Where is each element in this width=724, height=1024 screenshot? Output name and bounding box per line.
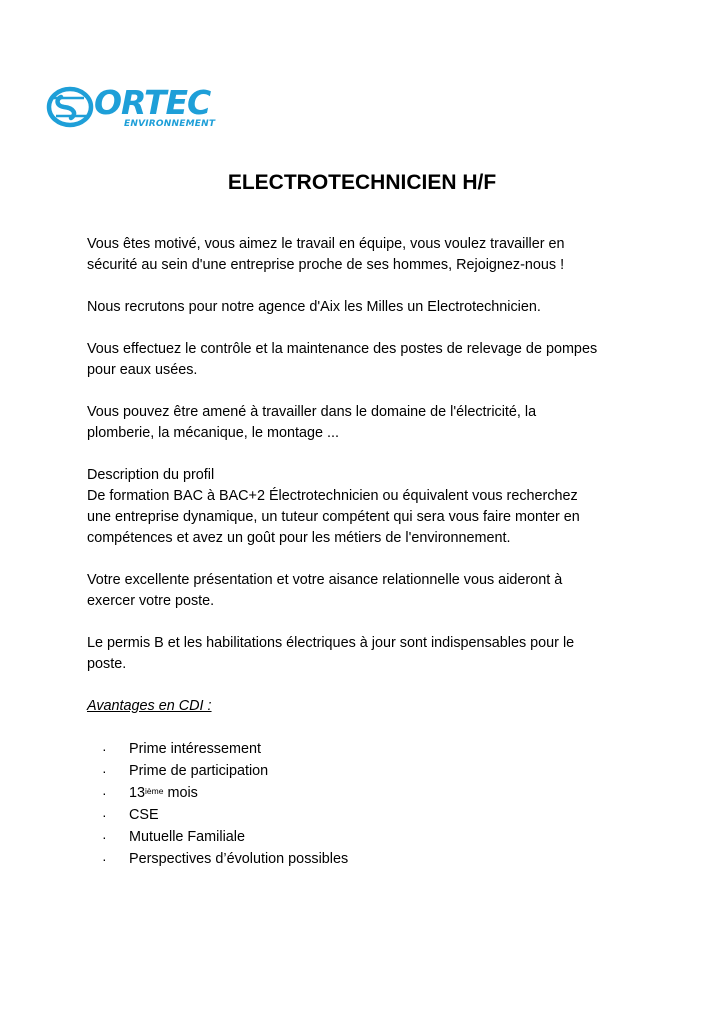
advantage-label: Prime intéressement	[129, 741, 261, 757]
advantage-suffix: mois	[163, 785, 198, 801]
advantage-superscript: ième	[145, 786, 164, 796]
ortec-emblem-icon	[44, 84, 100, 134]
profile-line-2: une entreprise dynamique, un tuteur compétent qui sera vous faire monter en	[87, 509, 580, 525]
intro-line-1: Vous êtes motivé, vous aimez le travail en équipe, vous voulez travailler en	[87, 236, 565, 252]
logo-tagline: ENVIRONNEMENT	[124, 119, 216, 129]
bullet-icon: ·	[102, 785, 107, 801]
mission-line-1: Vous effectuez le contrôle et la maintenance des postes de relevage de pompes	[87, 341, 598, 357]
profile-heading: Description du profil	[87, 467, 215, 483]
job-description	[87, 234, 647, 870]
presentation-paragraph	[87, 570, 647, 612]
bullet-icon: ·	[102, 763, 107, 779]
domains-paragraph	[87, 402, 647, 444]
permit-line-1: Le permis B et les habilitations électriques à jour sont indispensables pour le	[87, 635, 575, 651]
agency-paragraph	[87, 297, 647, 318]
list-item	[87, 782, 647, 804]
job-title: ELECTROTECHNICIEN H/F	[227, 171, 497, 194]
bullet-icon: ·	[102, 807, 107, 823]
bullet-icon: ·	[102, 741, 107, 757]
logo-wordmark: ORTEC	[94, 83, 211, 122]
intro-line-2: sécurité au sein d'une entreprise proche de ses hommes, Rejoignez-nous !	[87, 257, 565, 273]
advantage-label: Perspectives d’évolution possibles	[129, 851, 349, 867]
mission-paragraph	[87, 339, 647, 381]
presentation-line-1: Votre excellente présentation et votre aisance relationnelle vous aideront à	[87, 572, 563, 588]
list-item	[87, 848, 647, 870]
permit-line-2: poste.	[87, 656, 127, 672]
advantage-label: CSE	[129, 807, 159, 823]
advantages-heading: Avantages en CDI :	[87, 698, 212, 714]
list-item	[87, 804, 647, 826]
domains-line-1: Vous pouvez être amené à travailler dans le domaine de l'électricité, la	[87, 404, 537, 420]
profile-line-1: De formation BAC à BAC+2 Électrotechnicien ou équivalent vous recherchez	[87, 488, 578, 504]
advantage-label: 13	[129, 785, 146, 801]
bullet-icon: ·	[102, 851, 107, 867]
company-logo	[44, 83, 216, 140]
mission-line-2: pour eaux usées.	[87, 362, 198, 378]
permit-paragraph	[87, 633, 647, 675]
advantage-label: Prime de participation	[129, 763, 269, 779]
presentation-line-2: exercer votre poste.	[87, 593, 215, 609]
intro-paragraph	[87, 234, 647, 276]
bullet-icon: ·	[102, 829, 107, 845]
domains-line-2: plomberie, la mécanique, le montage ...	[87, 425, 339, 441]
advantages-list	[87, 738, 647, 870]
list-item	[87, 738, 647, 760]
list-item	[87, 826, 647, 848]
agency-line: Nous recrutons pour notre agence d'Aix les Milles un Electrotechnicien.	[87, 299, 541, 315]
profile-line-3: compétences et avez un goût pour les métiers de l'environnement.	[87, 530, 511, 546]
list-item	[87, 760, 647, 782]
advantage-label: Mutuelle Familiale	[129, 829, 245, 845]
profile-paragraph	[87, 465, 647, 549]
